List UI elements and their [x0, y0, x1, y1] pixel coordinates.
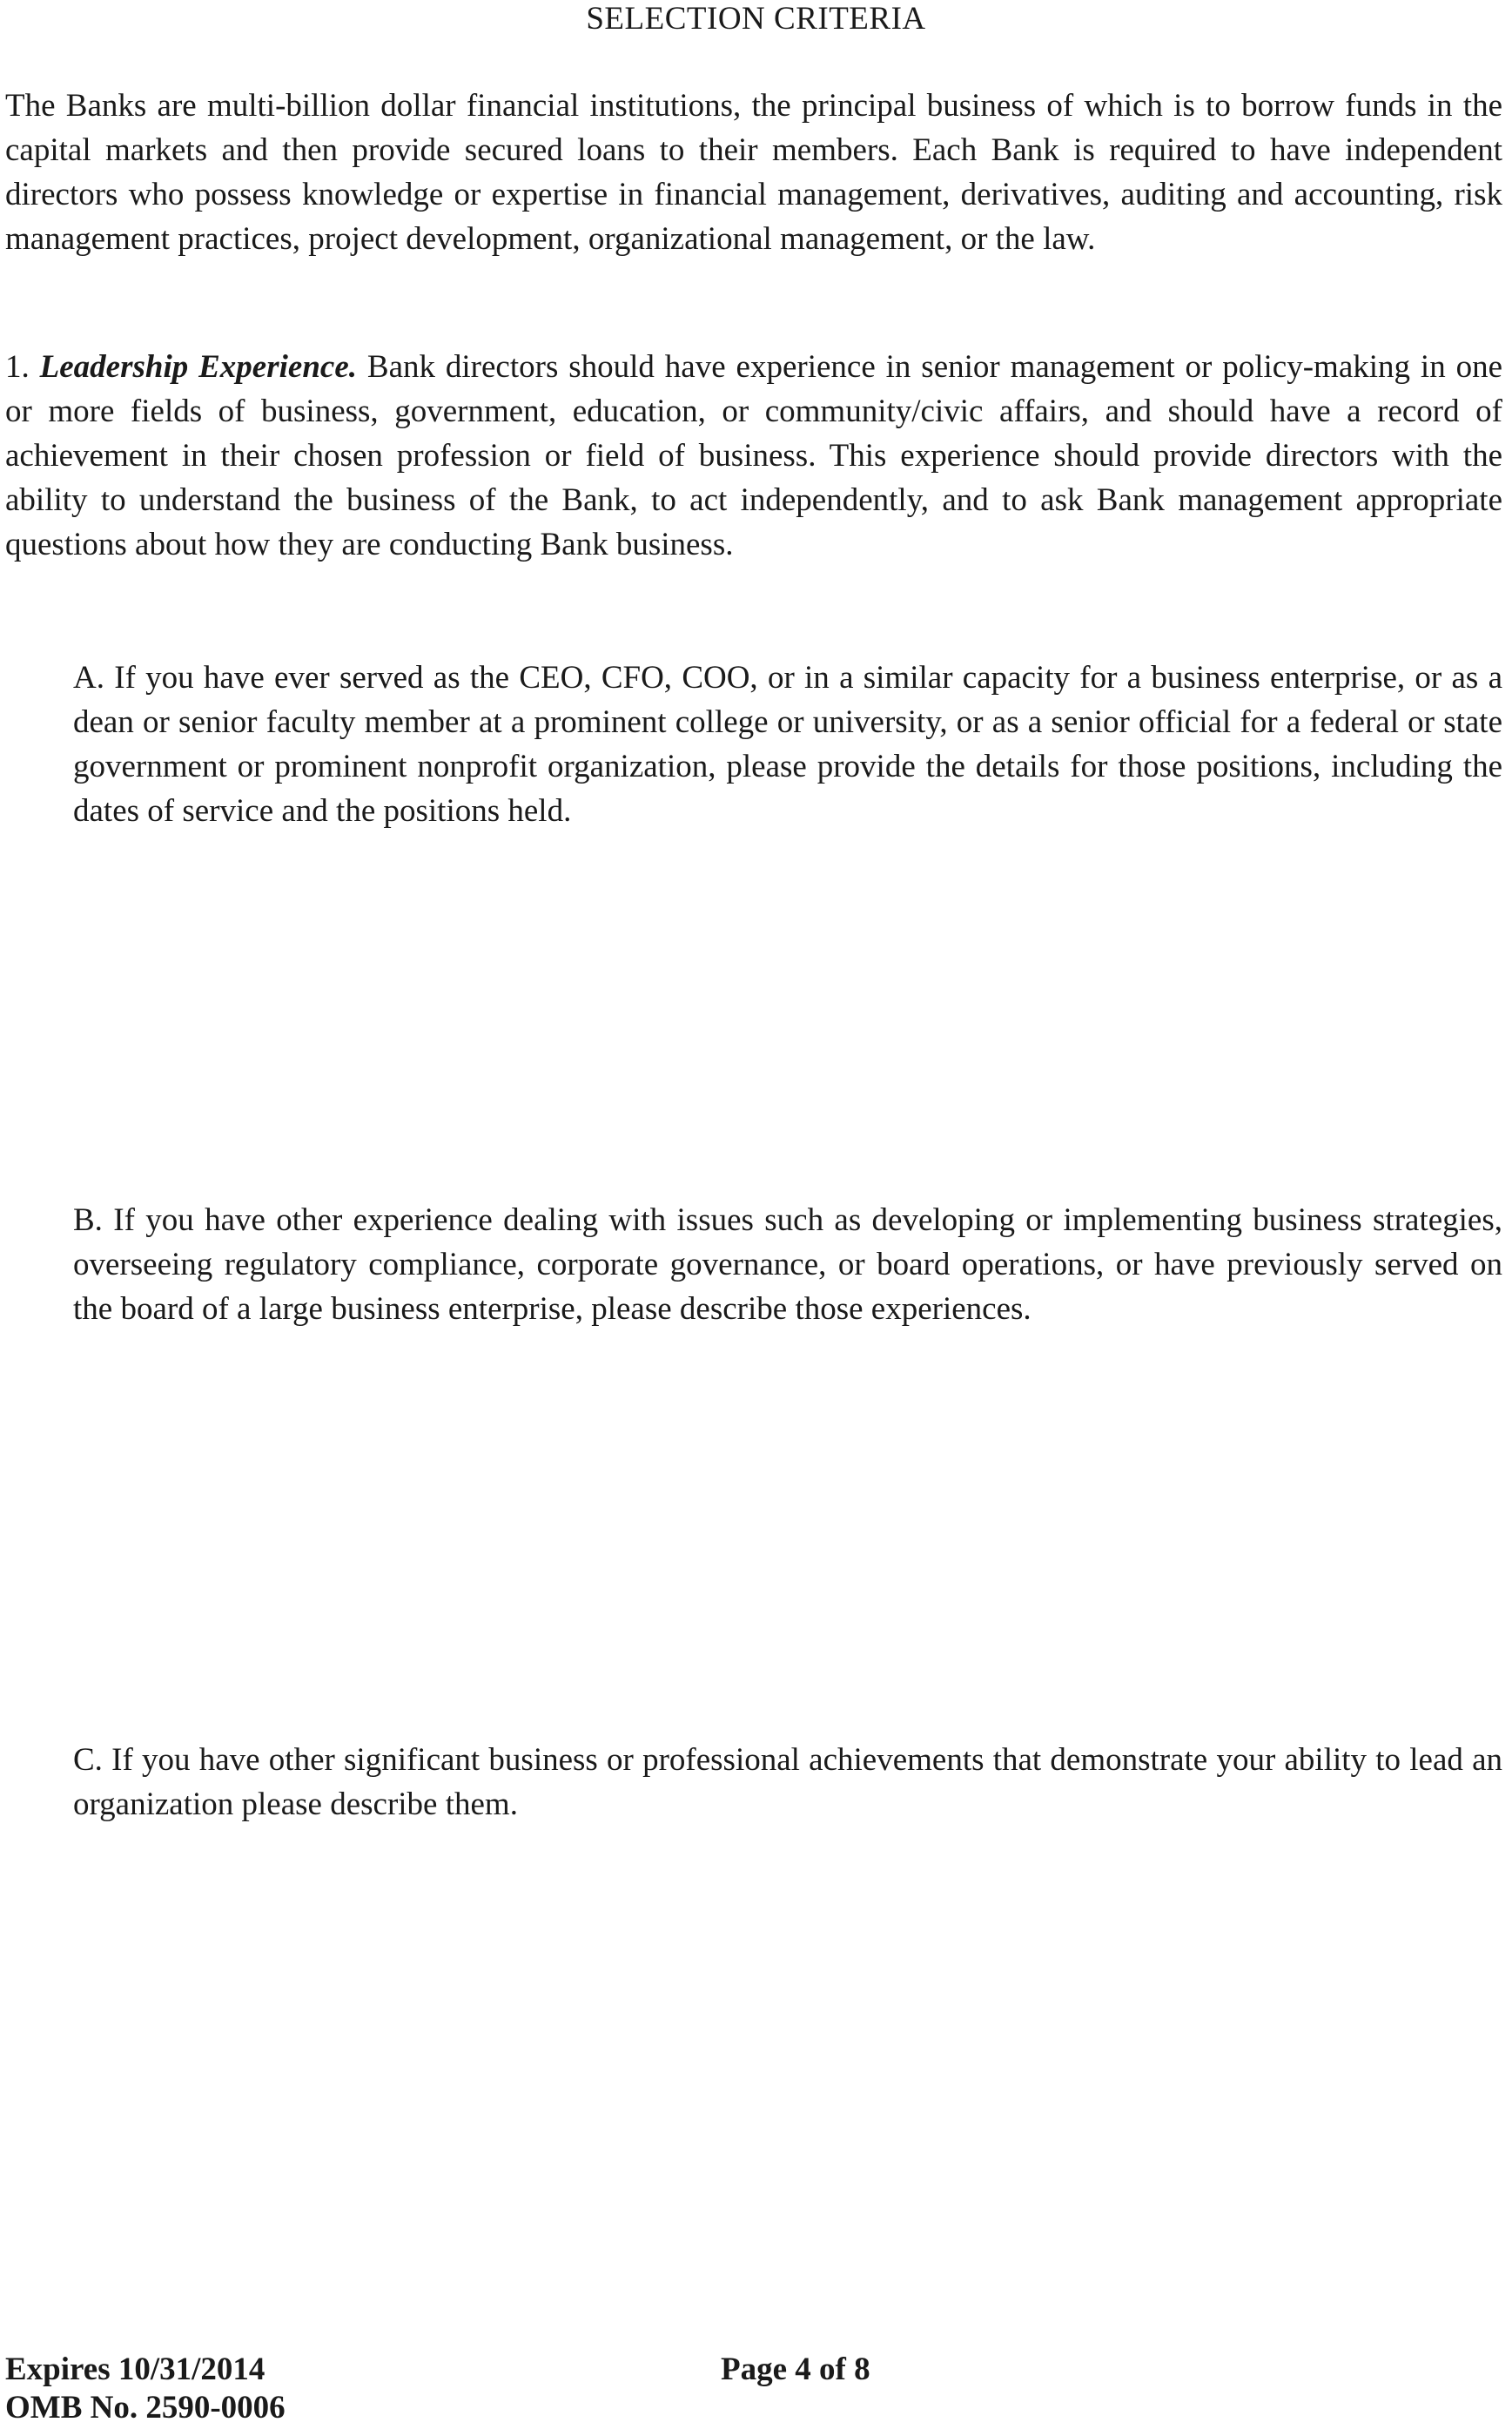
section-heading: Leadership Experience. — [39, 349, 358, 385]
footer-expires: Expires 10/31/2014 — [5, 2352, 265, 2387]
question-a-letter: A. — [73, 660, 104, 696]
question-b-letter: B. — [73, 1202, 103, 1238]
leadership-experience-paragraph — [5, 345, 1502, 567]
question-c-letter: C. — [73, 1742, 103, 1778]
page-title: SELECTION CRITERIA — [586, 1, 926, 37]
question-c — [73, 1738, 1502, 1827]
question-a-text: If you have ever served as the CEO, CFO, COO, or in a similar capacity for a business enterprise, or as a dean or senior faculty member at a prominent college or university, or as a senior official for a federal or state government or prominent nonprofit organization, please provide the details for those positions, including the dates of service and the positions held. — [73, 660, 1502, 829]
section-text: Bank directors should have experience in senior management or policy-making in one or more fields of business, government, education, or community/civic affairs, and should have a record of achievement in their chosen profession or field of business. This experience should provide directors with the ability to understand the business of the Bank, to act independently, and to ask Bank management appropriate questions about how they are conducting Bank business. — [5, 349, 1503, 562]
intro-paragraph: The Banks are multi-billion dollar financial institutions, the principal business of which is to borrow funds in the capital markets and then provide secured loans to their members. Each Bank is required to have independent directors who possess knowledge or expertise in financial management, derivatives, auditing and accounting, risk management practices, project development, organizational management, or the law. — [5, 88, 1502, 257]
footer-form-info — [5, 2351, 286, 2427]
question-c-text: If you have other significant business or professional achievements that demonstrate your ability to lead an organization please describe them. — [73, 1742, 1503, 1822]
footer-page-number: Page 4 of 8 — [721, 2352, 870, 2387]
question-b — [73, 1198, 1502, 1331]
question-b-text: If you have other experience dealing with issues such as developing or implementing business strategies, overseeing regulatory compliance, corporate governance, or board operations, or have previously served on the board of a large business enterprise, please describe those experiences. — [73, 1202, 1503, 1327]
section-number: 1. — [5, 349, 30, 385]
footer-omb-number: OMB No. 2590-0006 — [5, 2390, 286, 2426]
question-a — [73, 656, 1502, 833]
